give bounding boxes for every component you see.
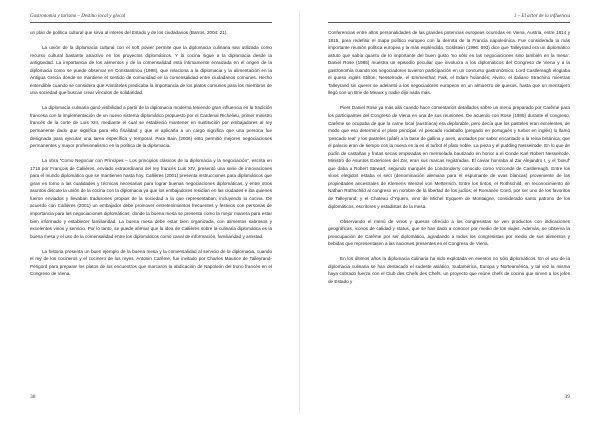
paragraph: En los últimos años la diplomacia culinaria ha sido explotada en eventos no sólo diplomáticos. En el uso de la diplomacia culinaria se han destacado el sudeste asiático, Sudamérica, Europa y Norteamérica, y tal vez la misma haya cobrado fuerza con el Club des Chefs des Chefs, un proyecto que reúne chefs de cocina que sirven a los jefes de Estado y <box>328 256 570 284</box>
paragraph: Piers Daniel Rose ya más allá cuando hace comentarios detallados sobre un menú preparado por Carême para los participantes del Congreso de Viena en una de sus reuniones. De acuerdo con Rose (1985) durante el congreso, Carême se ocupaba de que la carne local (austríaca) era deplorable, pero decía que los pasteles eran excelentes, de modo que eso determinó el plato principal. Al pescado rodaballo (pregado en portugués y turbot en inglés) lo llamó ‘pescado real’ y los pasteles (pâté) a la base de gallina y aves, anotados por sabor encantado a la reina británica, que el palacio eran de tiempo con la nueva en la es el turbot el plato noble. La pieza y el pudding Nesselrode. En lo que de pudín de castañas y frutas secas empleadas en mermelada bautizado en honor a el Conde Karl Robert Nesselrode, Ministro de Asuntos Exteriores del Zar, eran sus marcas registradas. El caviar honraba al Zar Alejandro I, y el ‘bœuf’ que daba a Robert Stewart, segundo marqués de Londonderry conocido como Vizconde de Castlereagh. Entre los vinos elegidos estaba el sect (denominación alemana para el espumante de uvas blancas) proveniente de las propiedades ancestrales de Klemens Wenzel von Metternich. Entre los tintos, el Rothschild, en reconocimiento de Nathan Rothschild al congreso en nombre de la libertad de los judíos; el Romanée Conti, por ser uno de los favoritos de Talleyrand; y el Chateau d’Yquem, vino de Michel Eyquem de Montaigne, considerado santo patrono de los diplomáticos, escritores y estadistas de la mesa. <box>328 105 570 209</box>
header-rule <box>328 22 570 23</box>
header-rule <box>30 22 272 23</box>
paragraph: Conferencias entre altos personalidades de las grandes potencias europeas ocurridas en Viena, Austria, entre 1814 y 1815, para redefinir el mapa político europeo con la derrota de la Francia napoleónica. Fue considerada la más importante reunión política europea y la más espléndida. Goldstein (1996: 693) dice que Talleyrand era un diplomático astuto que sabía quanto de lo importante del buen gusto ‘no sólo en las negociaciones sino también en la mesa’. Daniel Rose (1985) muestra un episodio peculiar que involucra a los diplomáticos del Congreso de Viena y a la gastronomía cuando los negociadores tuvieron participación en un concurso gastronómico. Lord Castlereagh elogiaba el queso inglés Stilton; Nesselrode, el Emmenthal; Falk, el Edam holandés; Alvino, el italiano Strachino mientras Talleyrand sin querer se adelantó a los negociadores europeos en un almuerzo de quesos, hasta que un mensajero llegó con un Brie de Meaux y nadie dijo nada más. <box>328 30 570 96</box>
running-head: Gastronomía y turismo – Destino local y glocal <box>30 14 126 19</box>
paragraph: La obra “Como Negociar con Príncipes – Los principios clásicos de la diplomacia y la negociación”, escrita en 1716 por François de Callières, enviado extraordinario del rey francés Luis XIV, presentó una serie de innovaciones para el mundo diplomático que se mantienen hasta hoy. Callières (2001) presenta instrucciones para diplomáticos que giran en torno a las cualidades y técnicas necesarias para lograr buenas negociaciones diplomáticas, y entre otros asuntos discute la unión de la cocina con la diplomacia ya que los embajadores residían en las ciudades e iba quienes fueron enviados y llevaban tradiciones propias de la sociedad a la que representaban, incluyendo la cocina. De acuerdo con Callières (2001) un embajador debe promover entretenimientos frecuentes y festivos con personas de importancia para las negociaciones diplomáticas, donde la buena mesa se presenta como la mejor manera para estar bien informado y establecer familiaridad. La buena mesa debe estar bien organizada, con alimentos sabrosos y excelentes vinos y servicio. Por lo tanto, se puede afirmar que la idea de Callières sobre la culinaria diplomática es la buena mesa y el uso de la comensalidad entre los diplomáticos como canal de información, familiaridad y amistad. <box>30 158 272 239</box>
paragraph: un plan de política cultural que sirva al interés del Estado y de los ciudadanos (Barros, 2004: 21). <box>30 30 228 35</box>
paragraph: La historia presenta un buen ejemplo de la buena mesa y la comensalidad al servicio de la diplomacia, cuando el rey de los cocineros y el cocinero de los reyes, Antonin Carême, fue invitado por Charles Maurice de Talleyrand-Périgord para preparar los platos de los encuentros que marcaron la abdicación de Napoleón del trono francés en el Congreso de Viena. <box>30 248 272 277</box>
right-page <box>300 0 600 424</box>
page-number: 39 <box>564 394 570 400</box>
body-text <box>328 29 570 293</box>
running-head: 1 – El actor de la influencia <box>513 14 570 19</box>
paragraph: La diplomacia culinaria ganó visibilidad a partir de la diplomacia moderna teniendo gran influencia en la tradición francesa con la implementación de un nuevo sistema diplomático propuesto por el Cardenal Richelieu, primer ministro francés de la corte de Luis XIII, mediante el cual se estableció mantener en sustitución por embajadores al rey permanente dado que significa para ello finalidad y que el aplicarla a un cargo significa que una persona fue designada para ejecutar una tarea específica y temporal. Para Bain (2006) esto permitió mejores negociaciones permanentes y mayor profesionalismo en la política de la diplomacia. <box>30 105 272 149</box>
paragraph: Observando el menú de vinos y quesos ofrecido a los congresistas se ven productos con indicaciones geográficas, iconos de calidad y status, que se han dado a conocer por medio de los viajes. Además, se observa la preocupación de Carême por ser diplomático, agradando a todos los congresistas por medio de sus alimentos y bebidas que representasen a las naciones presentes en el Congreso de Viena. <box>328 218 570 247</box>
page-number: 38 <box>30 394 36 400</box>
paragraph: La unión de la diplomacia cultural con el soft power permite que la diplomacia culinaria sea utilizada como recurso cultural bastante atractivo en los proyectos diplomáticos. Y la cocina sigue a la diplomacia desde la antigüedad. La importancia de los alimentos y de la comensalidad está íntimamente enraizada en el origen de la diplomacia como se puede observar en Constantinou (1996), que relaciona a la diplomacia y la alimentación en la Antigua Grecia donde se mantiene el sentido de comunidad en la comensalidad entre ciudadanos comunes. Hecho entendible cuando se considera que Aristóteles predicaba la importancia de los platos comunes para los miembros de una sociedad que buscan crear vínculos de solidaridad. <box>30 45 272 96</box>
body-text <box>30 29 272 285</box>
